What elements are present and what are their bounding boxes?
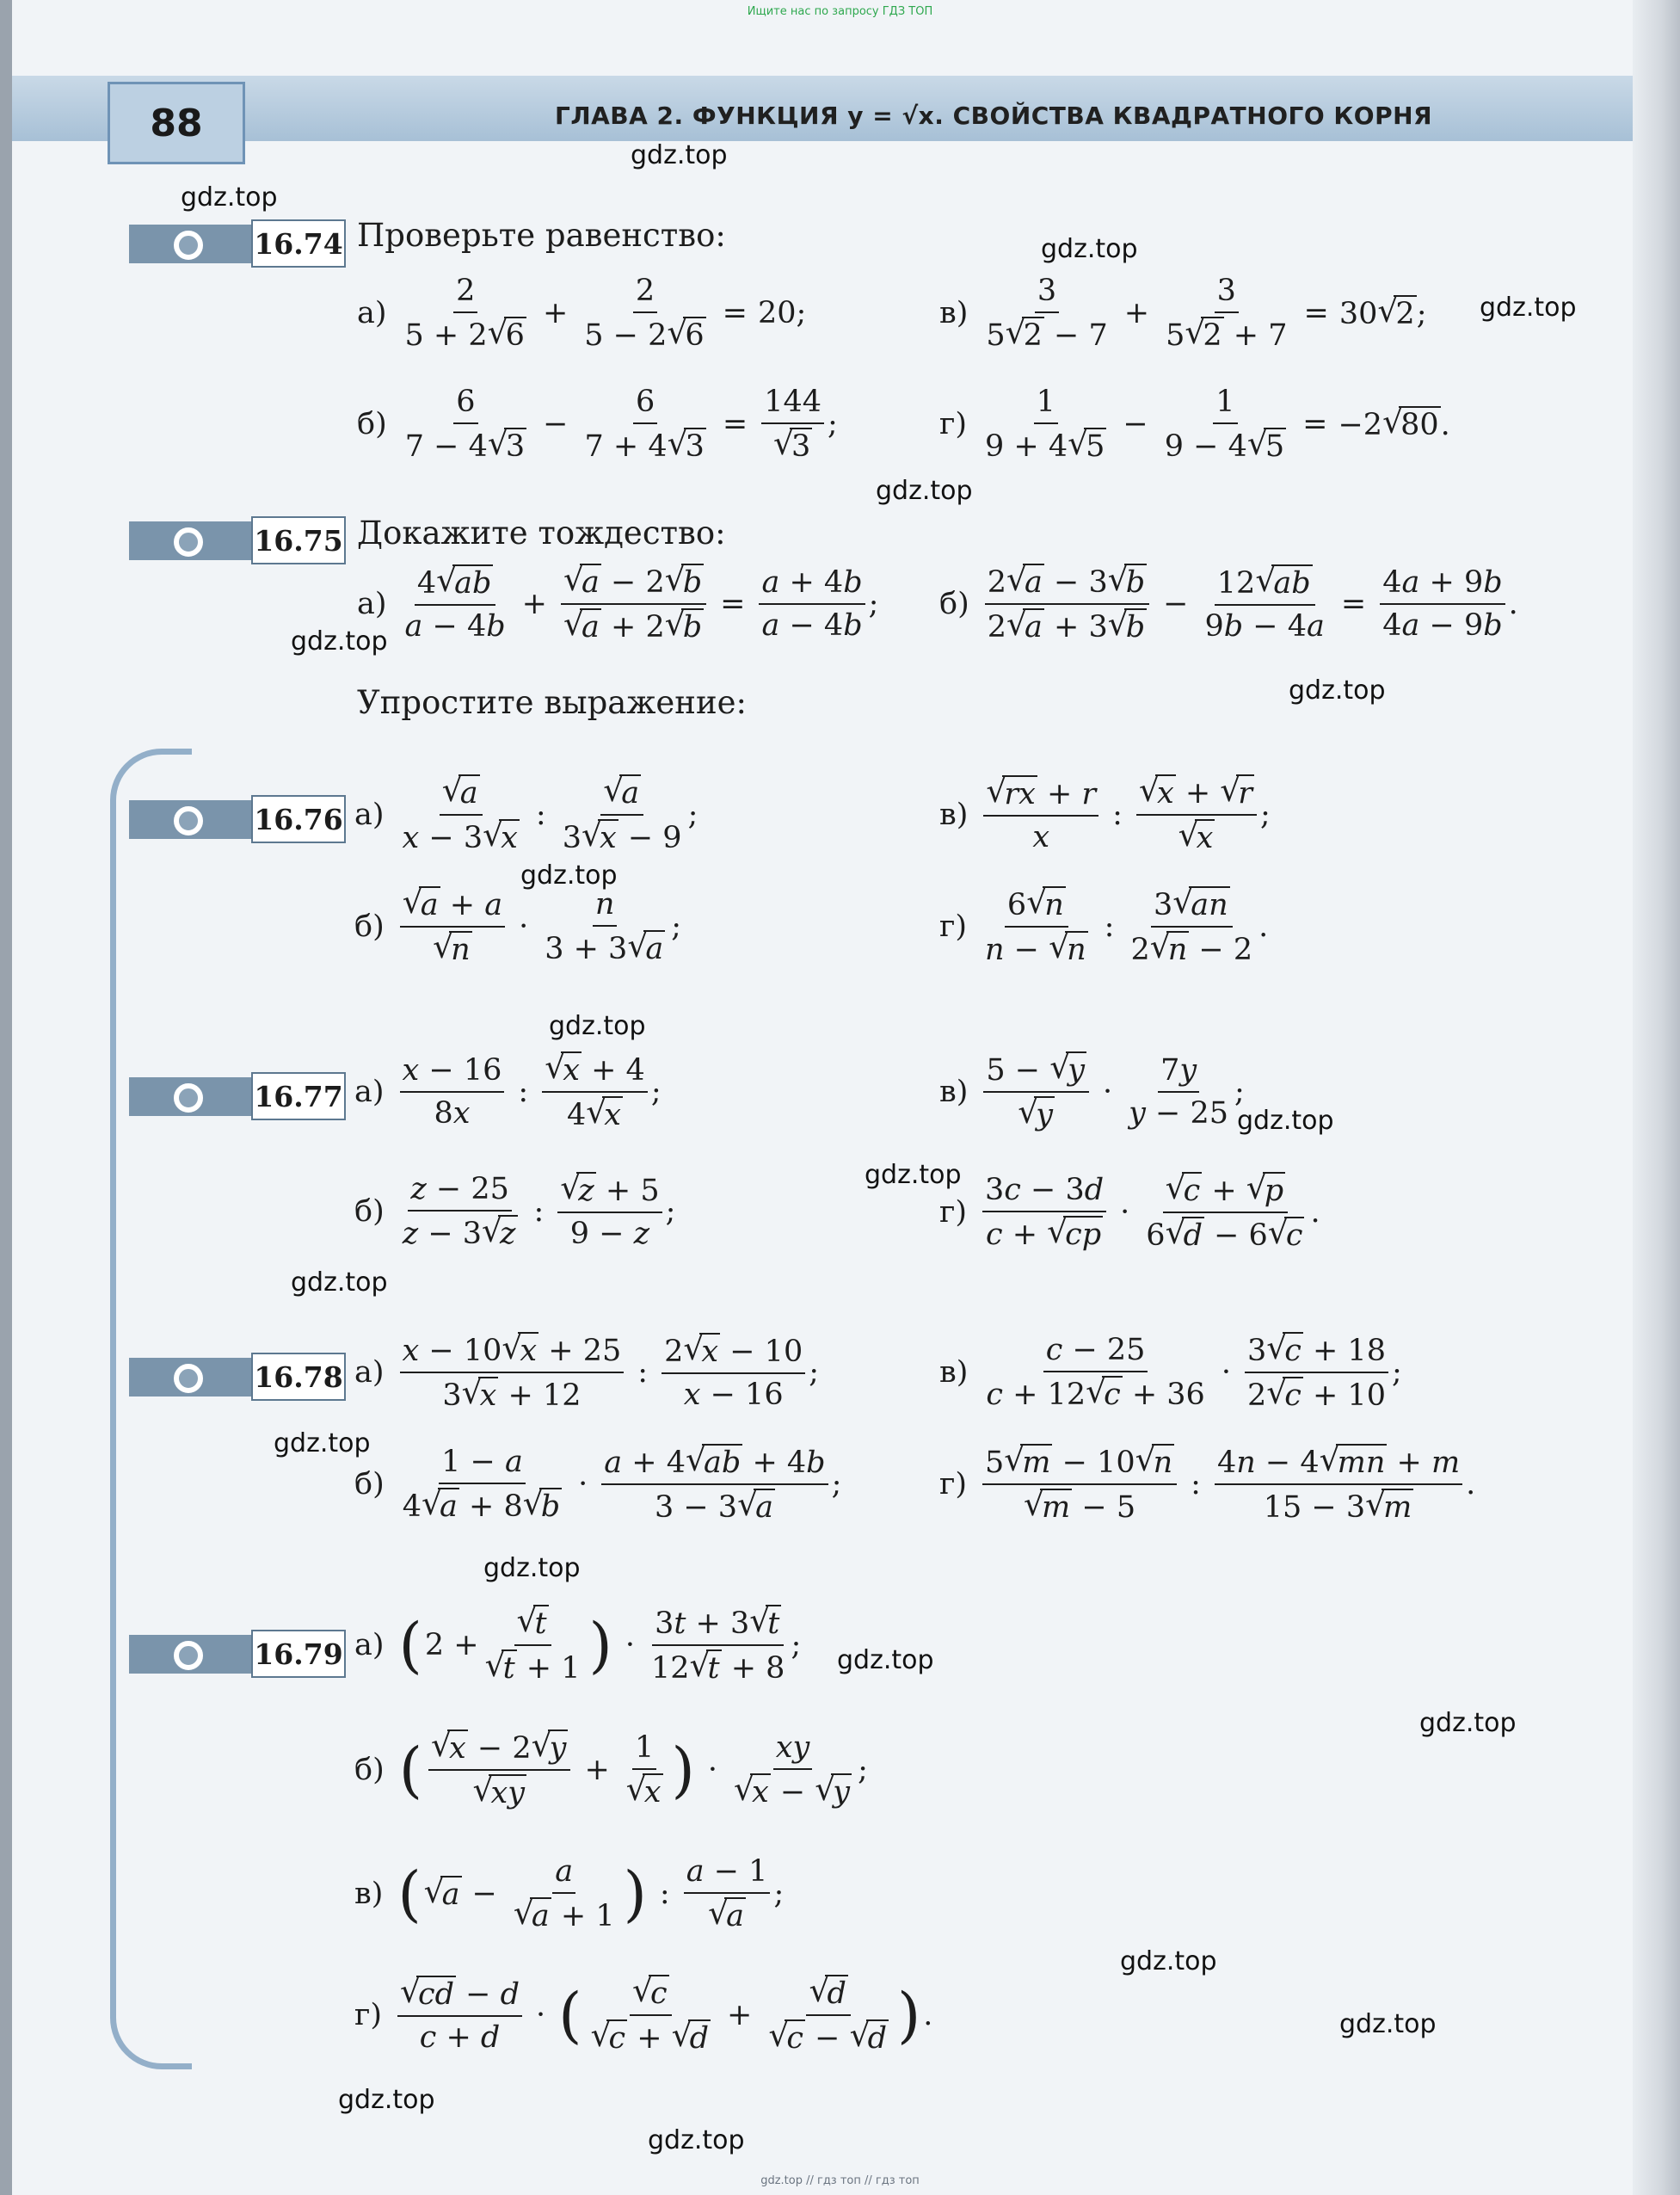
problem-number: 16.76 — [251, 795, 346, 843]
expr-16-78-b: б) $\frac{1 - a}{4√ a + 8√ b}$ · $\frac{a + 4√ ab + 4b}{3 - 3√ a}$ ; — [354, 1444, 841, 1526]
problem-badge-16-79 — [129, 1630, 346, 1681]
ring-icon — [174, 806, 203, 835]
expr-16-74-v: в) $\frac{3}{5√ 2 - 7}$ + $\frac{3}{5√ 2 + 7}$ = 30√ 2; — [939, 274, 1426, 354]
expr-16-79-g: г) √ $\frac{cd - d}{c + d}$ · ( √ c √ c + √ d + √ d √ c − √ d ) . — [354, 1975, 932, 2056]
chapter-title: ГЛАВА 2. ФУНКЦИЯ y = √x. СВОЙСТВА КВАДРАТНОГО КОРНЯ — [555, 102, 1433, 130]
expr-16-76-v: в) √ $\frac{rx + r}{x}$ : √ x + √ r √ x ; — [939, 774, 1271, 856]
page-binding-shadow — [1633, 0, 1680, 2195]
watermark: gdz.top — [631, 140, 728, 170]
expr-16-78-g: г) 5√ m − 10√ n √ m − 5 : $\frac{4n - 4√ mn + m}{15 - 3√ m}$ . — [939, 1444, 1475, 1526]
expr-16-77-a: а) $\frac{x - 16}{8x}$ : √ $\frac{x + 4}{4√ x}$ ; — [354, 1051, 662, 1133]
expr-16-78-a: а) $\frac{x - 10√ x + 25}{3√ x + 12}$ : $\frac{2√ x - 10}{x - 16}$ ; — [354, 1332, 819, 1414]
ring-icon — [174, 231, 203, 260]
top-note: Ищите нас по запросу ГДЗ ТОП — [747, 5, 933, 18]
problem-badge-16-76 — [129, 795, 346, 847]
watermark: gdz.top — [291, 626, 388, 657]
ring-icon — [174, 527, 203, 557]
expr-16-79-v: в) ( √ a − a √ a + 1 ) : a − 1 √ a ; — [354, 1854, 784, 1934]
page-number: 88 — [108, 82, 245, 164]
watermark: gdz.top — [338, 2085, 435, 2115]
expr-16-76-g: г) $\frac{6√ n}{n - √ n}$ : $\frac{3√ an}{2√ n - 2}$ . — [939, 886, 1268, 968]
expr-16-75-a: а) $\frac{4√ ab}{a - 4b}$ + √ a − 2√ b √ a + 2√ b = $\frac{a + 4b}{a - 4b}$ ; — [357, 564, 878, 645]
watermark: gdz.top — [837, 1645, 934, 1675]
watermark: gdz.top — [865, 1160, 962, 1190]
expr-16-76-a: а) √ $\frac{a}{x - 3√ x}$ : √ $\frac{a}{3√ x - 9}$ ; — [354, 774, 698, 856]
expr-16-74-a: а) $\frac{2}{5 + 2√ 6}$ + $\frac{2}{5 - 2√ 6}$ = 20; — [357, 274, 806, 354]
ring-icon — [174, 1641, 203, 1670]
problem-badge-16-77 — [129, 1072, 346, 1124]
problem-badge-16-74 — [129, 219, 346, 271]
bracket-decoration — [110, 749, 192, 2069]
expr-16-75-b: б) $\frac{2√ a - 3√ b}{2√ a + 3√ b}$ − $\frac{12√ ab}{9b - 4a}$ = $\frac{4a + 9b}{4a - 9b}$ . — [939, 564, 1518, 645]
expr-16-78-v: в) $\frac{c - 25}{c + 12√ c + 36}$ · $\frac{3√ c + 18}{2√ c + 10}$ ; — [939, 1332, 1402, 1414]
watermark: gdz.top — [1120, 1946, 1217, 1976]
ring-icon — [174, 1364, 203, 1393]
bottom-note: gdz.top // гдз топ // гдз топ — [760, 2174, 920, 2187]
ring-icon — [174, 1083, 203, 1113]
watermark: gdz.top — [274, 1428, 371, 1458]
problem-badge-16-75 — [129, 516, 346, 568]
expr-16-77-g: г) $\frac{3c - 3d}{c + √ cp}$ · √ $\frac{c + √ p}{6√ d - 6√ c}$ . — [939, 1172, 1320, 1254]
problem-instruction: Докажите тождество: — [357, 515, 726, 552]
watermark: gdz.top — [549, 1011, 646, 1041]
expr-16-74-g: г) $\frac{1}{9 + 4√ 5}$ − $\frac{1}{9 - 4√ 5}$ = −2√ 80. — [939, 385, 1450, 465]
watermark: gdz.top — [1237, 1106, 1334, 1136]
page-left-edge — [0, 0, 12, 2195]
problem-number: 16.79 — [251, 1630, 346, 1678]
problem-badge-16-78 — [129, 1353, 346, 1404]
expr-16-77-v: в) 5 − √ y √ y · $\frac{7y}{y - 25}$ ; — [939, 1051, 1245, 1133]
watermark: gdz.top — [876, 476, 973, 506]
watermark: gdz.top — [648, 2125, 745, 2155]
watermark: gdz.top — [483, 1553, 581, 1583]
problem-instruction: Проверьте равенство: — [357, 217, 726, 254]
watermark: gdz.top — [1041, 234, 1138, 264]
watermark: gdz.top — [1289, 675, 1386, 706]
expr-16-79-b: б) ( √ x − 2√ y √ xy + 1 √ x ) · xy √ x − √ y ; — [354, 1729, 868, 1811]
problem-number: 16.74 — [251, 219, 346, 268]
expr-16-76-b: б) √ a + a √ n · $\frac{n}{3 + 3√ a}$ ; — [354, 886, 681, 968]
section-instruction: Упростите выражение: — [357, 684, 747, 721]
problem-number: 16.75 — [251, 516, 346, 564]
watermark: gdz.top — [1419, 1708, 1517, 1738]
watermark: gdz.top — [291, 1267, 388, 1298]
watermark: gdz.top — [1480, 293, 1577, 323]
problem-number: 16.77 — [251, 1072, 346, 1120]
watermark: gdz.top — [181, 182, 278, 213]
problem-number: 16.78 — [251, 1353, 346, 1401]
watermark: gdz.top — [1339, 2009, 1437, 2039]
expr-16-74-b: б) $\frac{6}{7 - 4√ 3}$ − $\frac{6}{7 + 4√ 3}$ = 144 √ 3 ; — [357, 385, 838, 465]
expr-16-77-b: б) $\frac{z - 25}{z - 3√ z}$ : √ $\frac{z + 5}{9 - z}$ ; — [354, 1172, 675, 1252]
expr-16-79-a: а) ( 2 + √ t √ t + 1 ) · $\frac{3t + 3√ t}{12√ t + 8}$ ; — [354, 1605, 801, 1686]
watermark: gdz.top — [520, 860, 618, 891]
